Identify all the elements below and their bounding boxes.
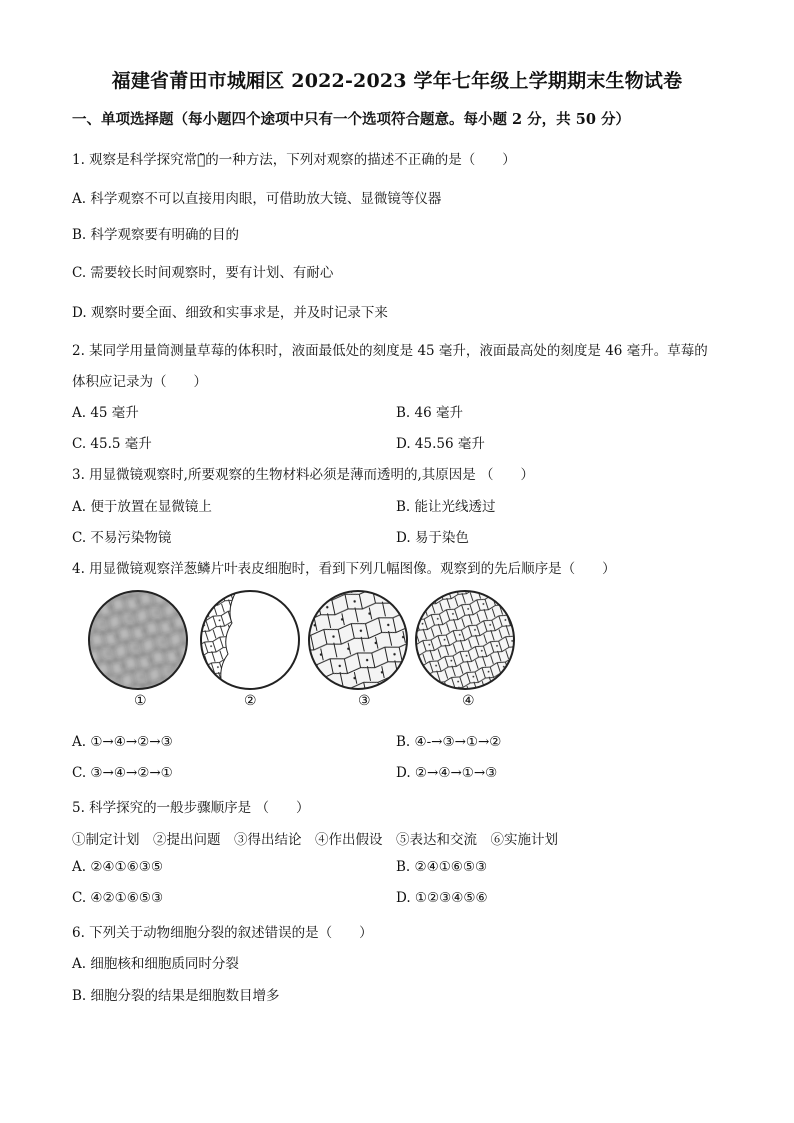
q1-option-c: C. 需要较长时间观察时，要有计划、有耐心 [72,265,334,281]
figure-label-3: ③ [358,693,371,709]
q3-option-c: C. 不易污染物镜 [72,530,172,546]
figure-label-1: ① [134,693,147,709]
q5-stem: 5. 科学探究的一般步骤顺序是 （ ） [72,800,310,816]
q4-option-c: C. ③→④→②→① [72,765,173,781]
q5-option-a: A. ②④①⑥③⑤ [72,859,163,875]
q4-stem: 4. 用显微镜观察洋葱鳞片叶表皮细胞时，看到下列几幅图像。观察到的先后顺序是（ ） [72,561,616,577]
q3-option-d: D. 易于染色 [396,530,469,546]
q1-option-b: B. 科学观察要有明确的目的 [72,227,240,243]
microscope-views-figure [86,588,526,714]
figure-label-4: ④ [462,693,475,709]
section-heading: 一、单项选择题（每小题四个途项中只有一个选项符合题意。每小题 2 分，共 50 分） [72,111,630,128]
q3-option-b: B. 能让光线透过 [396,499,496,515]
view-3-large-cells [301,588,415,694]
q3-stem: 3. 用显微镜观察时,所要观察的生物材料必须是薄而透明的,其原因是 （ ） [72,467,535,483]
figure-label-2: ② [244,693,257,709]
view-4-small-cells [408,588,522,694]
view-1-blurry [86,588,200,694]
q1-stem: 1. 观察是科学探究常用̃的一种方法，下列对观察的描述不正确的是（ ） [72,152,516,168]
q4-option-b: B. ④-→③→①→② [396,734,502,750]
exam-title: 福建省莆田市城厢区 2022-2023 学年七年级上学期期末生物试卷 [111,70,683,92]
q2-option-d: D. 45.56 毫升 [396,436,485,452]
q2-stem-line2: 体积应记录为（ ） [72,374,207,390]
q4-option-a: A. ①→④→②→③ [72,734,173,750]
q2-option-a: A. 45 毫升 [72,405,139,421]
q5-option-d: D. ①②③④⑤⑥ [396,890,488,906]
view-2-partial [198,588,302,692]
q5-option-c: C. ④②①⑥⑤③ [72,890,164,906]
q2-stem-line1: 2. 某同学用量筒测量草莓的体积时，液面最低处的刻度是 45 毫升，液面最高处的刻度是 46 毫升。草莓的 [72,343,708,359]
q6-option-b: B. 细胞分裂的结果是细胞数目增多 [72,988,280,1004]
q6-stem: 6. 下列关于动物细胞分裂的叙述错误的是（ ） [72,925,373,941]
q5-option-b: B. ②④①⑥⑤③ [396,859,488,875]
q3-option-a: A. 便于放置在显微镜上 [72,499,212,515]
q2-option-b: B. 46 毫升 [396,405,463,421]
q1-option-a: A. 科学观察不可以直接用肉眼，可借助放大镜、显微镜等仪器 [72,191,442,207]
q4-option-d: D. ②→④→①→③ [396,765,498,781]
q6-option-a: A. 细胞核和细胞质同时分裂 [72,956,239,972]
q5-steps: ①制定计划 ②提出问题 ③得出结论 ④作出假设 ⑤表达和交流 ⑥实施计划 [72,832,558,848]
q2-option-c: C. 45.5 毫升 [72,436,152,452]
q1-option-d: D. 观察时要全面、细致和实事求是，并及时记录下来 [72,305,388,321]
